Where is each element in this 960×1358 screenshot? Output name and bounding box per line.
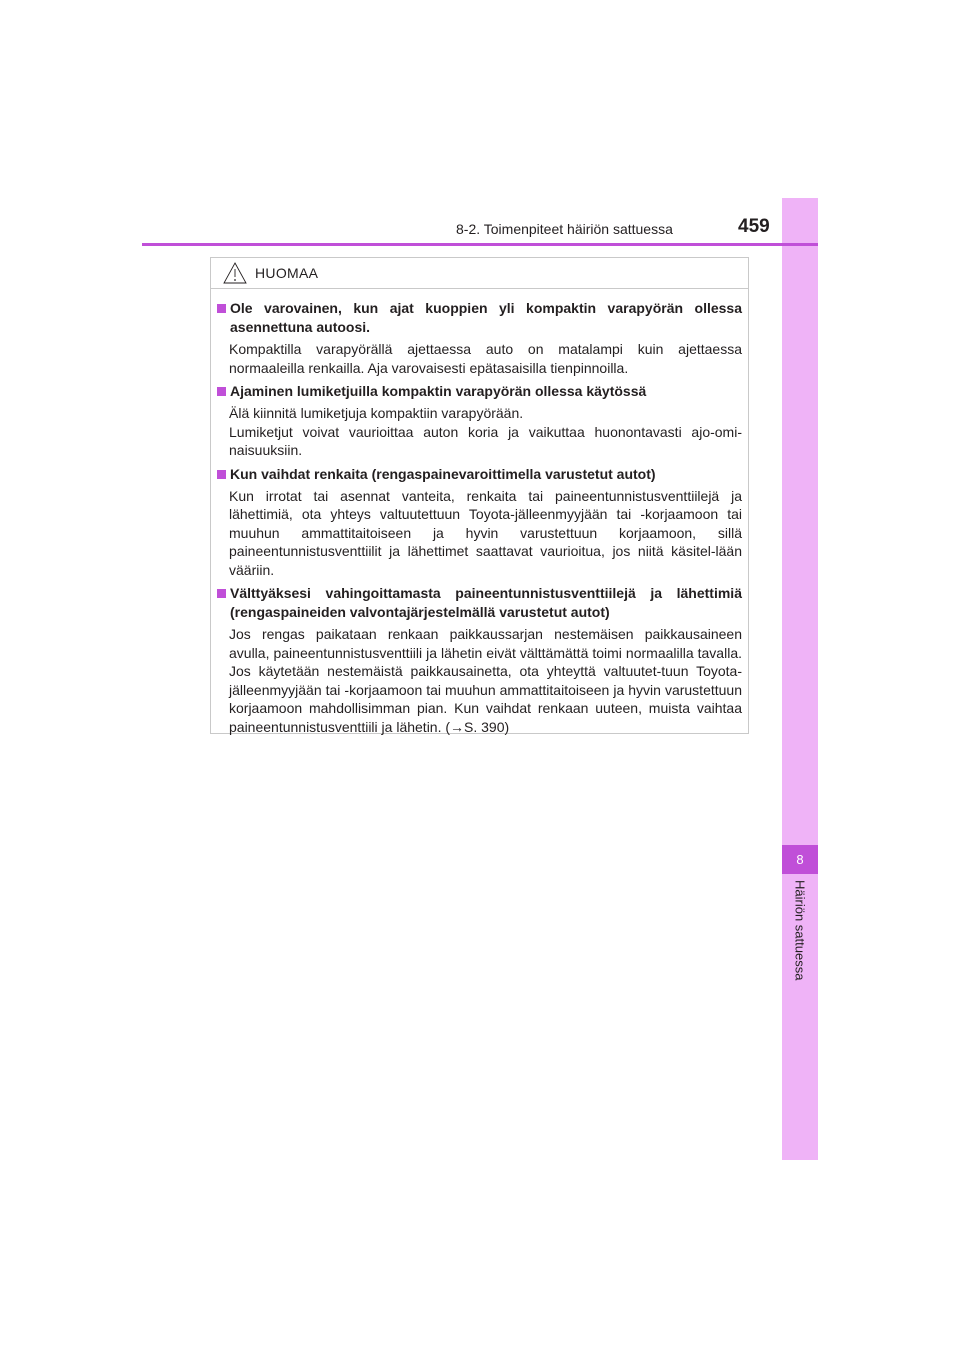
item-heading: Kun vaihdat renkaita (rengaspainevaroittimella varustetut autot) bbox=[230, 465, 656, 482]
square-bullet-icon bbox=[217, 304, 226, 313]
notice-item bbox=[217, 299, 742, 377]
item-paragraph: Lumiketjut voivat vaurioittaa auton koria ja vaikuttaa huonontavasti ajo-omi-naisuuksiin. bbox=[229, 423, 742, 458]
item-paragraph: Älä kiinnitä lumiketjuja kompaktiin varapyörään. bbox=[229, 405, 524, 421]
notice-header bbox=[211, 258, 748, 289]
notice-item bbox=[217, 584, 742, 736]
warning-triangle-icon bbox=[223, 262, 247, 284]
chapter-side-tab bbox=[782, 198, 818, 1160]
item-paragraph: Kun irrotat tai asennat vanteita, renkaita tai paineentunnistusventtiilejä ja lähettimiä, ota yhteys valtuutettuun Toyota-jälleenmyyjään tai -korjaamoon tai muuhun ammattitaitoiseen ja hyvin varustettuun korjaamoon, sillä paineentunnistusventtiilit ja lähettimet saattavat vaurioitua, jos niitä käsitel-lään vääriin. bbox=[229, 487, 742, 578]
item-heading: Ole varovainen, kun ajat kuoppien yli kompaktin varapyörän ollessa asennettuna autoosi. bbox=[230, 300, 742, 335]
notice-box bbox=[210, 257, 749, 734]
chapter-number-badge bbox=[782, 845, 818, 874]
notice-title: HUOMAA bbox=[255, 265, 319, 281]
header-divider bbox=[142, 243, 818, 246]
chapter-number: 8 bbox=[796, 852, 804, 867]
page-number: 459 bbox=[738, 216, 770, 237]
item-paragraph: Kompaktilla varapyörällä ajettaessa auto on matalampi kuin ajettaessa normaaleilla renkailla. Aja varovaisesti epätasaisilla tienpinnoilla. bbox=[229, 341, 742, 376]
square-bullet-icon bbox=[217, 470, 226, 479]
square-bullet-icon bbox=[217, 589, 226, 598]
item-heading: Välttyäksesi vahingoittamasta paineentunnistusventtiilejä ja lähettimiä (rengaspaineiden valvontajärjestelmällä varustetut autot) bbox=[230, 585, 742, 620]
section-title: 8-2. Toimenpiteet häiriön sattuessa bbox=[456, 221, 673, 237]
item-paragraph: Jos rengas paikataan renkaan paikkaussarjan nestemäisen paikkausaineen avulla, paineentunnistusventtiili ja lähetin eivät välttämättä toimi normaalilla tavalla. Jos käytetään nestemäistä paikkausainetta, ota yhteyttä valtuutet-tuun Toyota-jälleenmyyjään tai -korjaamoon tai muuhun ammattitaitoiseen ja hyvin varustettuun korjaamoon mahdollisimman pian. Kun vaihdat renkaan uuteen, muista vaihtaa paineentunnistusventtiili ja lähetin. (→S. 390) bbox=[229, 626, 742, 735]
square-bullet-icon bbox=[217, 387, 226, 396]
notice-item bbox=[217, 465, 742, 580]
notice-body bbox=[211, 289, 748, 736]
chapter-label: Häiriön sattuessa bbox=[792, 880, 808, 981]
item-heading: Ajaminen lumiketjuilla kompaktin varapyörän ollessa käytössä bbox=[230, 383, 647, 399]
notice-item bbox=[217, 382, 742, 460]
